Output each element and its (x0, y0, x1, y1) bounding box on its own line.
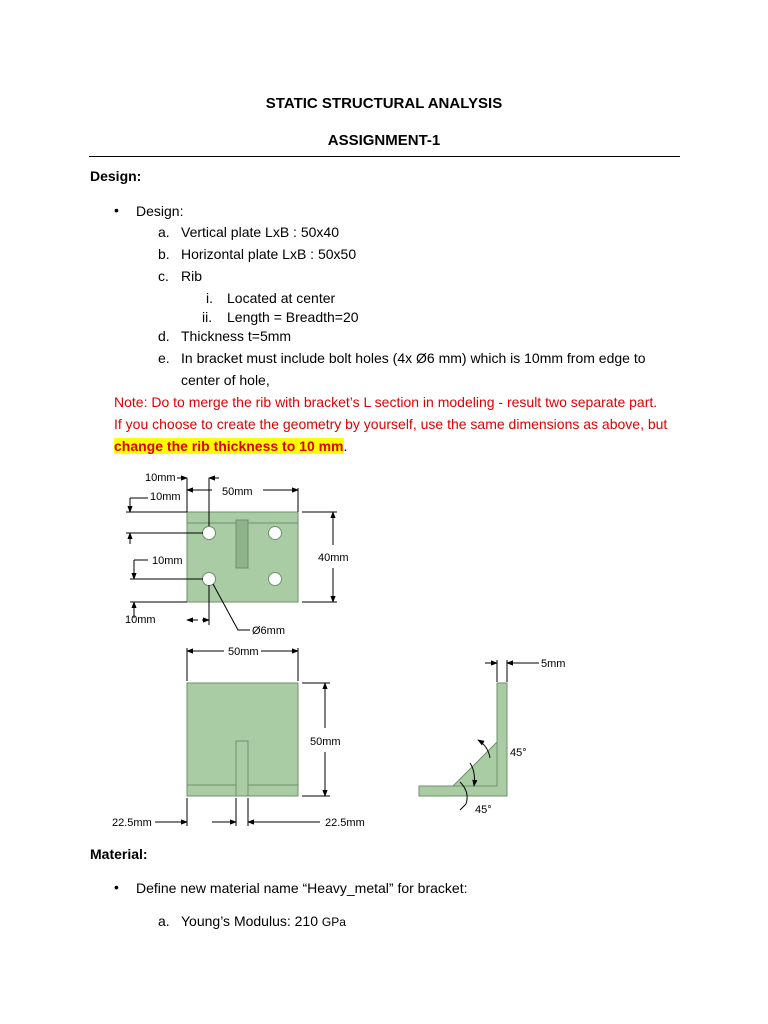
list-marker: a. (158, 913, 170, 929)
design-item-thickness: Thickness t=5mm (181, 328, 292, 344)
dim-10mm-d: 10mm (125, 614, 156, 626)
material-item-youngs-modulus (181, 913, 346, 929)
dim-10mm-a: 10mm (145, 472, 176, 484)
bolt-hole (203, 573, 216, 586)
dim-50mm-side: 50mm (310, 736, 341, 748)
note-line-3 (114, 438, 347, 454)
rib-shape (236, 520, 248, 568)
design-item-bolt-holes-cont: center of hole, (181, 372, 270, 388)
design-heading: Design: (90, 168, 142, 184)
dim-50mm-top: 50mm (222, 486, 253, 498)
page-subtitle: ASSIGNMENT-1 (327, 132, 441, 149)
note-line-1: Note: Do to merge the rib with bracket’s L section in modeling - result two separate part. (114, 394, 658, 410)
list-marker: a. (158, 224, 170, 240)
rib-item-length: Length = Breadth=20 (227, 309, 359, 325)
note-highlight: change the rib thickness to 10 mm (114, 438, 344, 454)
list-marker: ii. (202, 309, 213, 325)
bolt-hole (203, 527, 216, 540)
design-item-rib: Rib (181, 268, 203, 284)
material-heading: Material: (90, 846, 148, 862)
list-marker: b. (158, 246, 170, 262)
list-marker: e. (158, 350, 170, 366)
rib-item-location: Located at center (227, 290, 336, 306)
angle-45-upper: 45° (510, 747, 527, 759)
note-line-2: If you choose to create the geometry by yourself, use the same dimensions as above, but (114, 416, 668, 432)
dim-5mm: 5mm (541, 658, 566, 670)
dim-50mm-mid: 50mm (228, 646, 259, 658)
design-item-horizontal-plate: Horizontal plate LxB : 50x50 (181, 246, 357, 262)
design-item-bolt-holes: In bracket must include bolt holes (4x Ø6 mm) which is 10mm from edge to (181, 350, 646, 366)
design-bullet-text: Design: (136, 203, 184, 219)
dim-40mm: 40mm (318, 552, 349, 564)
bullet-icon: • (114, 879, 119, 895)
angle-45-lower: 45° (475, 804, 492, 816)
dim-10mm-c: 10mm (152, 555, 183, 567)
bolt-hole (269, 573, 282, 586)
note-end: . (343, 438, 348, 454)
dim-diameter: Ø6mm (252, 625, 285, 637)
youngs-modulus-unit: GPa (321, 915, 346, 929)
title-divider (89, 156, 680, 157)
dim-22-5mm-left: 22.5mm (112, 817, 152, 829)
dim-22-5mm-right: 22.5mm (325, 817, 365, 829)
page-title: STATIC STRUCTURAL ANALYSIS (265, 95, 503, 112)
youngs-modulus-text: Young’s Modulus: 210 (181, 913, 318, 929)
list-marker: i. (206, 290, 213, 306)
horizontal-plate-view (187, 683, 298, 796)
dim-10mm-b: 10mm (150, 491, 181, 503)
side-view (419, 683, 507, 796)
list-marker: c. (158, 268, 169, 284)
bullet-icon: • (114, 202, 119, 218)
bracket-drawing (0, 460, 768, 840)
material-bullet-text: Define new material name “Heavy_metal” for bracket: (136, 880, 468, 896)
list-marker: d. (158, 328, 170, 344)
design-item-vertical-plate: Vertical plate LxB : 50x40 (181, 224, 339, 240)
rib-plan-shape (236, 741, 248, 796)
vertical-plate-view (187, 512, 298, 602)
bolt-hole (269, 527, 282, 540)
